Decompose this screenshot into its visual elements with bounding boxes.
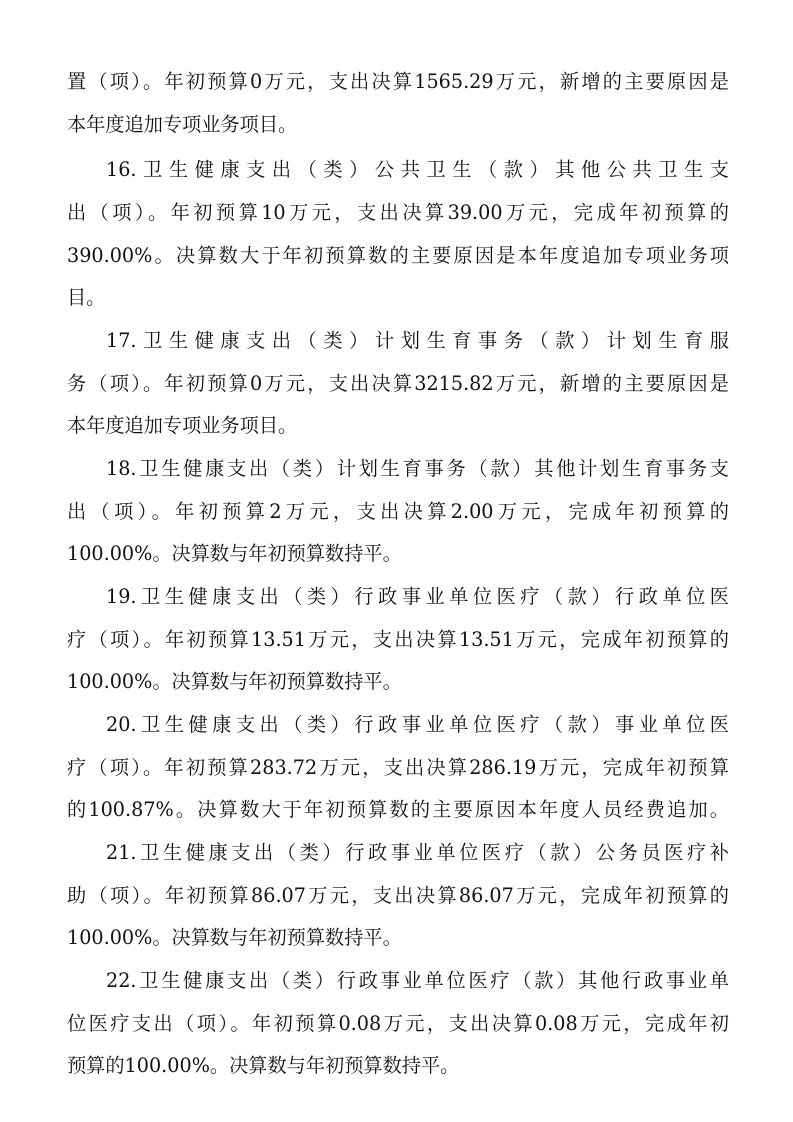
- paragraph-line: 21.卫生健康支出（类）行政事业单位医疗（款）公务员医疗补: [106, 841, 729, 864]
- paragraph-line: 19.卫生健康支出（类）行政事业单位医疗（款）行政单位医: [106, 585, 729, 608]
- paragraph-line: 100.00%。决算数与年初预算数持平。: [67, 542, 402, 565]
- paragraph-line: 的100.87%。决算数大于年初预算数的主要原因本年度人员经费追加。: [67, 798, 729, 821]
- paragraph-line: 位医疗支出（项）。年初预算0.08万元，支出决算0.08万元，完成年初: [67, 1012, 729, 1035]
- paragraph-line: 目。: [67, 286, 106, 309]
- paragraph-line: 疗（项）。年初预算13.51万元，支出决算13.51万元，完成年初预算的: [67, 628, 729, 651]
- paragraph-line: 疗（项）。年初预算283.72万元，支出决算286.19万元，完成年初预算: [67, 756, 729, 779]
- paragraph-line: 17.卫生健康支出（类）计划生育事务（款）计划生育服: [106, 329, 729, 352]
- paragraph-line: 100.00%。决算数与年初预算数持平。: [67, 670, 402, 693]
- paragraph-line: 本年度追加专项业务项目。: [67, 113, 298, 136]
- paragraph-line: 出（项）。年初预算2万元，支出决算2.00万元，完成年初预算的: [67, 500, 729, 523]
- paragraph-line: 22.卫生健康支出（类）行政事业单位医疗（款）其他行政事业单: [106, 969, 729, 992]
- paragraph-line: 助（项）。年初预算86.07万元，支出决算86.07万元，完成年初预算的: [67, 884, 729, 907]
- paragraph-line: 预算的100.00%。决算数与年初预算数持平。: [67, 1054, 460, 1077]
- paragraph-line: 置（项）。年初预算0万元，支出决算1565.29万元，新增的主要原因是: [67, 70, 729, 93]
- paragraph-line: 20.卫生健康支出（类）行政事业单位医疗（款）事业单位医: [106, 713, 729, 736]
- paragraph-line: 100.00%。决算数与年初预算数持平。: [67, 926, 402, 949]
- paragraph-line: 本年度追加专项业务项目。: [67, 414, 298, 437]
- paragraph-line: 务（项）。年初预算0万元，支出决算3215.82万元，新增的主要原因是: [67, 372, 729, 395]
- paragraph-line: 18.卫生健康支出（类）计划生育事务（款）其他计划生育事务支: [106, 457, 729, 480]
- paragraph-line: 390.00%。决算数大于年初预算数的主要原因是本年度追加专项业务项: [67, 244, 729, 267]
- paragraph-line: 16.卫生健康支出（类）公共卫生（款）其他公共卫生支: [106, 158, 729, 181]
- paragraph-line: 出（项）。年初预算10万元，支出决算39.00万元，完成年初预算的: [67, 201, 729, 224]
